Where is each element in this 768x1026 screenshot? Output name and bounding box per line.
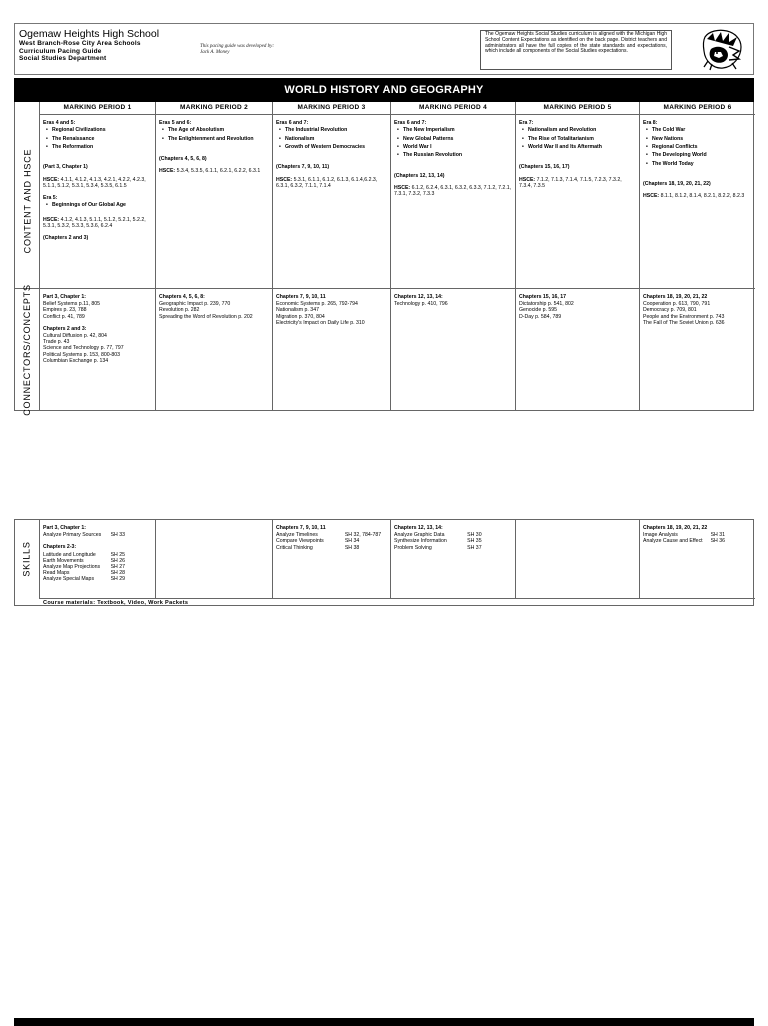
row-label-connectors: CONNECTORS/CONCEPTS [15,288,39,411]
topic-item: • The Age of Absolutism [162,127,269,133]
topic-list [394,127,512,158]
skill-row [394,545,512,551]
marking-period-header: MARKING PERIOD 2 [155,102,272,114]
topic-list [519,127,636,150]
topic-item: • Growth of Western Democracies [279,144,387,150]
skill-name: Earth Movements [43,557,84,564]
document-header [14,23,754,75]
content-cell [390,114,515,288]
chapter-ref: (Chapters 7, 9, 10, 11) [276,164,330,171]
topic-item: • The Russian Revolution [397,152,512,158]
connector-cell [39,288,155,411]
skill-name: Compare Viewpoints [276,538,324,545]
department-name: Social Studies Department [19,55,107,62]
connector-item: D-Day p. 584, 789 [519,313,562,320]
topic-item: • World War I [397,144,512,150]
chapter-ref: (Chapters 4, 5, 6, 8) [159,155,207,162]
era-heading: Era 7: [519,120,534,126]
skill-ref: SH 33 [110,532,125,539]
hsce-codes: 4.1.1, 4.1.2, 4.1.3, 4.2.1, 4.2.2, 4.2.3, 5.1.1, 5.1.2, 5.3.1, 5.3.4, 5.3.5, 6.1.5 [43,176,146,189]
connector-item: Cultural Diffusion p. 42, 804 [43,333,107,340]
connector-item: Electricity's Impact on Daily Life p. 310 [276,319,365,326]
hsce-list [43,217,152,229]
connector-item: Migration p. 370, 804 [276,313,325,320]
skills-cell [39,520,155,598]
district-name: West Branch-Rose City Area Schools [19,40,141,47]
hsce-codes: 8.1.1, 8.1.2, 8.1.4, 8.2.1, 8.2.2, 8.2.3 [659,193,745,200]
topic-list [43,127,152,150]
pacing-grid [14,102,754,416]
era-heading: Era 8: [643,120,658,126]
skill-ref: SH 29 [110,576,125,583]
skills-heading: Chapters 12, 13, 14: [394,525,443,531]
hsce-codes: 7.1.2, 7.1.3, 7.1.4, 7.1.5, 7.2.3, 7.3.2, 7.3.4, 7.3.5 [519,176,622,189]
hsce-label: HSCE: [159,168,176,175]
content-cell [639,114,755,288]
skill-name: Analyze Map Projections [43,564,101,571]
row-label-skills: SKILLS [22,541,33,577]
topic-item: • Beginnings of Our Global Age [46,202,152,208]
hsce-label: HSCE: [643,193,660,200]
marking-period-header: MARKING PERIOD 6 [639,102,755,114]
hsce-list [159,168,269,174]
alignment-note: The Ogemaw Heights Social Studies curriculum is aligned with the Michigan High School Content Expectations as identified on the back page. District teachers and administrators all have the full copies of the state standards and expectations, which include all components of the Social Studies expectations. [480,30,672,70]
topic-item: • The Enlightenment and Revolution [162,136,269,142]
connector-item: Technology p. 410, 796 [394,301,448,308]
connector-heading: Chapters 18, 19, 20, 21, 22 [643,294,708,300]
skill-name: Synthesize Information [394,538,447,545]
skill-name: Read Maps [43,570,70,577]
skills-cell [272,520,390,598]
connector-heading: Part 3, Chapter 1: [43,294,86,300]
course-materials: Course materials: Textbook, Video, Work Packets [39,598,755,607]
skill-name: Analyze Primary Sources [43,532,102,539]
topic-item: • The World Today [646,161,752,167]
era-heading: Eras 6 and 7: [276,120,309,126]
connector-heading: Chapters 4, 5, 6, 8: [159,294,205,300]
connector-heading: Chapters 7, 9, 10, 11 [276,294,326,300]
connector-item: Belief Systems p.11, 805 [43,301,100,308]
connector-cell [639,288,755,411]
connector-cell [155,288,272,411]
content-cell [155,114,272,288]
topic-item: • New Nations [646,136,752,142]
marking-period-header: MARKING PERIOD 3 [272,102,390,114]
skill-ref: SH 25 [110,551,125,558]
skill-ref: SH 27 [110,564,125,571]
marking-period-header: MARKING PERIOD 5 [515,102,639,114]
skill-row [276,545,387,551]
connector-heading: Chapters 15, 16, 17 [519,294,567,300]
topic-item: • Regional Civilizations [46,127,152,133]
connector-item: Spreading the Word of Revolution p. 202 [159,313,253,320]
skill-ref: SH 30 [467,532,482,539]
skill-name: Analyze Timelines [276,532,318,539]
topic-item: • The Cold War [646,127,752,133]
school-block [19,29,159,63]
connector-cell [272,288,390,411]
connector-item: Trade p. 43 [43,339,70,346]
skills-heading: Part 3, Chapter 1: [43,525,86,531]
connector-item: The Fall of The Soviet Union p. 636 [643,319,725,326]
connector-cell [515,288,639,411]
connector-item: Empires p. 23, 788 [43,307,87,314]
hsce-list [276,177,387,189]
marking-period-header: MARKING PERIOD 4 [390,102,515,114]
topic-item: • The Developing World [646,152,752,158]
hsce-label: HSCE: [276,176,293,183]
marking-period-header: MARKING PERIOD 1 [39,102,155,114]
skill-ref: SH 34 [344,538,360,545]
skill-name: Image Analysis [643,532,678,539]
connector-heading: Chapters 2 and 3: [43,325,87,332]
hsce-list [643,193,752,199]
skill-ref: SH 36 [710,538,725,545]
skills-heading: Chapters 2-3: [43,544,77,551]
row-label-content: CONTENT AND HSCE [22,148,32,254]
school-mascot-logo-icon [699,27,745,71]
skills-cell [155,520,272,598]
connector-item: People and the Environment p. 743 [643,313,725,320]
connector-cell [390,288,515,411]
hsce-codes: 4.1.2, 4.1.3, 5.1.1, 5.1.2, 5.2.1, 5.2.2, 5.3.1, 5.3.2, 5.3.3, 5.3.6, 6.2.4 [43,216,146,229]
topic-item: • Regional Conflicts [646,144,752,150]
topic-item: • Nationalism and Revolution [522,127,636,133]
connector-item: Democracy p. 709, 801 [643,307,697,314]
topic-list [276,127,387,150]
era-heading: Eras 4 and 5: [43,120,76,126]
skill-ref: SH 37 [467,544,482,551]
connector-item: Nationalism p. 347 [276,307,319,314]
connector-item: Cooperation p. 613, 790, 791 [643,301,711,308]
skills-heading: Chapters 7, 9, 10, 11 [276,525,326,531]
skills-cell [639,520,755,598]
connector-item: Revolution p. 282 [159,307,200,314]
developer-credit: This pacing guide was developed by: Jack A. Money [200,44,275,55]
chapter-ref: (Chapters 15, 16, 17) [519,164,570,171]
skills-cell [390,520,515,598]
connector-item: Science and Technology p. 77, 797 [43,345,124,352]
era-heading: Era 5: [43,194,58,201]
chapter-ref: (Chapters 12, 13, 14) [394,172,445,179]
skill-name: Critical Thinking [276,544,313,551]
topic-item: • The Rise of Totalitarianism [522,136,636,142]
skill-name: Latitude and Longitude [43,551,96,558]
topic-list [43,202,152,208]
topic-item: • The New Imperialism [397,127,512,133]
connector-item: Columbian Exchange p. 134 [43,357,109,364]
connector-item: Genocide p. 595 [519,307,558,314]
skill-ref: SH 32, 784-787 [344,532,382,539]
topic-list [159,127,269,142]
skill-name: Problem Solving [394,544,432,551]
connector-item: Geographic Impact p. 239, 770 [159,301,231,308]
skill-row [43,576,152,582]
page-title: WORLD HISTORY AND GEOGRAPHY [14,78,754,102]
skill-name: Analyze Graphic Data [394,532,445,539]
hsce-list [43,177,152,189]
hsce-label: HSCE: [43,216,60,223]
chapter-ref: (Chapters 18, 19, 20, 21, 22) [643,181,711,188]
topic-item: • New Global Patterns [397,136,512,142]
topic-list [643,127,752,167]
connector-item: Economic Systems p. 265, 792-794 [276,301,358,308]
connector-item: Political Systems p. 153, 800-803 [43,351,120,358]
skills-heading: Chapters 18, 19, 20, 21, 22 [643,525,708,531]
hsce-codes: 5.3.1, 6.1.1, 6.1.2, 6.1.3, 6.1.4,6.2.3, 6.3.1, 6.3.2, 7.1.1, 7.1.4 [276,176,378,189]
connector-heading: Chapters 12, 13, 14: [394,294,443,300]
content-cell [272,114,390,288]
topic-item: • The Renaissance [46,136,152,142]
content-cell [515,114,639,288]
school-name: Ogemaw Heights High School [19,28,160,40]
hsce-codes: 6.1.2, 6.2.4, 6.3.1, 6.3.2, 6.3.3, 7.1.2, 7.2.1, 7.3.1, 7.3.2, 7.3.3 [394,184,512,198]
topic-item: • The Industrial Revolution [279,127,387,133]
connector-item: Conflict p. 41, 789 [43,313,85,320]
skill-ref: SH 26 [110,557,125,564]
skill-row [643,538,752,544]
chapter-ref: (Chapters 2 and 3) [43,234,89,241]
skill-name: Analyze Cause and Effect [643,538,703,545]
era-heading: Eras 5 and 6: [159,120,192,126]
chapter-ref: (Part 3, Chapter 1) [43,164,88,171]
topic-item: • World War II and Its Aftermath [522,144,636,150]
marking-period-header-row [15,102,755,114]
skill-ref: SH 28 [110,570,125,577]
hsce-label: HSCE: [394,184,411,191]
era-heading: Eras 6 and 7: [394,120,427,126]
skill-name: Analyze Special Maps [43,576,95,583]
skill-ref: SH 38 [344,544,360,551]
topic-item: • The Reformation [46,144,152,150]
skill-ref: SH 31 [710,532,725,539]
hsce-codes: 5.3.4, 5.3.5, 6.1.1, 6.2.1, 6.2.2, 6.3.1 [175,168,261,175]
hsce-label: HSCE: [43,176,60,183]
skills-cell [515,520,639,598]
skill-ref: SH 35 [467,538,482,545]
topic-item: • Nationalism [279,136,387,142]
hsce-list [519,177,636,189]
skills-table [14,519,754,606]
hsce-list [394,185,512,197]
guide-type: Curriculum Pacing Guide [19,47,102,55]
content-cell [39,114,155,288]
hsce-label: HSCE: [519,176,536,183]
connector-item: Dictatorship p. 541, 802 [519,301,574,308]
footer-strip [14,1018,754,1026]
